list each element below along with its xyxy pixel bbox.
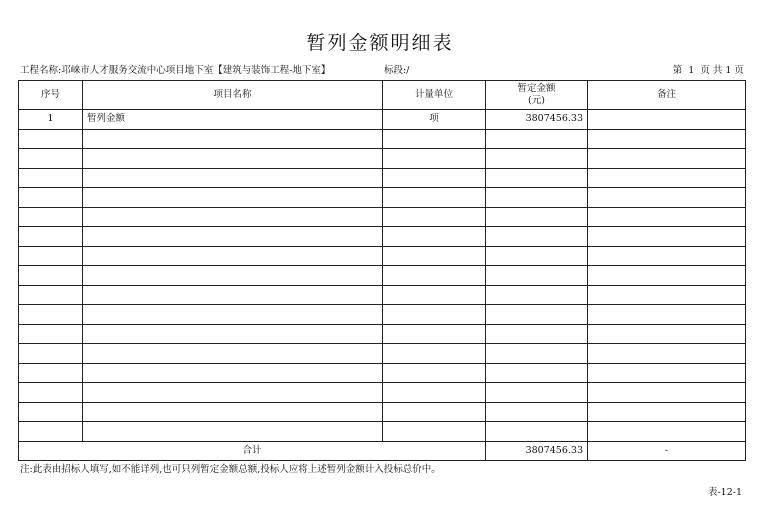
cell-amount <box>486 422 588 442</box>
cell-amount: 3807456.33 <box>486 110 588 130</box>
cell-seq <box>19 305 83 325</box>
cell-amount <box>486 266 588 286</box>
cell-remark <box>588 110 746 130</box>
table-row <box>19 363 746 383</box>
total-label: 合计 <box>19 441 486 461</box>
cell-remark <box>588 383 746 403</box>
cell-seq <box>19 168 83 188</box>
table-row <box>19 422 746 442</box>
cell-amount <box>486 188 588 208</box>
cell-unit <box>383 188 486 208</box>
header-info <box>20 64 744 78</box>
cell-remark <box>588 402 746 422</box>
page-suffix: 页 <box>734 65 744 76</box>
cell-unit <box>383 266 486 286</box>
cell-remark <box>588 168 746 188</box>
footnote: 注:此表由招标人填写,如不能详列,也可只列暂定金额总额,投标人应将上述暂列金额计入投标总价中。 <box>20 464 441 475</box>
cell-item-name <box>83 188 383 208</box>
cell-item-name <box>83 227 383 247</box>
cell-remark <box>588 188 746 208</box>
cell-seq <box>19 402 83 422</box>
project-label: 工程名称: <box>20 65 62 76</box>
form-code: 表-12-1 <box>707 487 742 498</box>
cell-seq <box>19 344 83 364</box>
cell-item-name <box>83 305 383 325</box>
page-number <box>673 64 744 78</box>
table-row <box>19 324 746 344</box>
table-row <box>19 129 746 149</box>
cell-item-name: 暂列金额 <box>83 110 383 130</box>
cell-amount <box>486 285 588 305</box>
cell-seq <box>19 207 83 227</box>
cell-remark <box>588 129 746 149</box>
cell-item-name <box>83 285 383 305</box>
table-row <box>19 207 746 227</box>
cell-seq <box>19 246 83 266</box>
cell-seq <box>19 285 83 305</box>
cell-amount <box>486 149 588 169</box>
header-remark: 备注 <box>588 81 746 110</box>
cell-item-name <box>83 168 383 188</box>
cell-seq <box>19 422 83 442</box>
table-row <box>19 266 746 286</box>
cell-seq <box>19 324 83 344</box>
total-remark: - <box>588 441 746 461</box>
cell-unit <box>383 227 486 247</box>
page-total: 1 <box>725 65 732 76</box>
header-amount-line1: 暂定金额 <box>517 83 556 94</box>
table-row <box>19 402 746 422</box>
cell-unit <box>383 285 486 305</box>
section-info <box>384 64 409 78</box>
project-name: 邛崃市人才服务交流中心项目地下室【建筑与装饰工程-地下室】 <box>61 65 331 76</box>
cell-amount <box>486 129 588 149</box>
cell-unit <box>383 344 486 364</box>
cell-unit <box>383 149 486 169</box>
table-header-row <box>19 81 746 110</box>
cell-amount <box>486 363 588 383</box>
cell-remark <box>588 324 746 344</box>
cell-seq <box>19 149 83 169</box>
page-prefix: 第 <box>672 65 683 76</box>
cell-remark <box>588 227 746 247</box>
cell-unit <box>383 402 486 422</box>
cell-amount <box>486 324 588 344</box>
cell-unit <box>383 207 486 227</box>
cell-amount <box>486 305 588 325</box>
cell-unit <box>383 422 486 442</box>
cell-amount <box>486 246 588 266</box>
cell-seq <box>19 266 83 286</box>
cell-item-name <box>83 402 383 422</box>
table-body <box>19 110 746 442</box>
cell-item-name <box>83 363 383 383</box>
cell-unit <box>383 305 486 325</box>
cell-seq: 1 <box>19 110 83 130</box>
table-row <box>19 168 746 188</box>
cell-remark <box>588 246 746 266</box>
cell-remark <box>588 285 746 305</box>
cell-seq <box>19 188 83 208</box>
cell-amount <box>486 402 588 422</box>
cell-item-name <box>83 246 383 266</box>
table-row <box>19 285 746 305</box>
project-info <box>20 64 330 78</box>
header-amount <box>486 81 588 110</box>
cell-unit: 项 <box>383 110 486 130</box>
cell-item-name <box>83 266 383 286</box>
cell-amount <box>486 227 588 247</box>
cell-seq <box>19 129 83 149</box>
cell-remark <box>588 422 746 442</box>
cell-unit <box>383 129 486 149</box>
cell-unit <box>383 363 486 383</box>
page-title: 暂列金额明细表 <box>306 32 454 54</box>
cell-unit <box>383 324 486 344</box>
cell-amount <box>486 344 588 364</box>
cell-item-name <box>83 207 383 227</box>
page-current: 1 <box>688 65 695 76</box>
cell-remark <box>588 266 746 286</box>
header-amount-line2: (元) <box>528 95 545 106</box>
total-row <box>19 441 746 461</box>
cell-unit <box>383 168 486 188</box>
page-mid: 页 共 <box>700 65 723 76</box>
cell-remark <box>588 149 746 169</box>
total-amount: 3807456.33 <box>486 441 588 461</box>
table-row <box>19 188 746 208</box>
cell-item-name <box>83 129 383 149</box>
table-row <box>19 110 746 130</box>
cell-unit <box>383 383 486 403</box>
header-seq: 序号 <box>19 81 83 110</box>
table-row <box>19 344 746 364</box>
section-label: 标段: <box>384 65 407 76</box>
table-row <box>19 305 746 325</box>
cell-item-name <box>83 324 383 344</box>
cell-remark <box>588 344 746 364</box>
cell-remark <box>588 305 746 325</box>
table-row <box>19 149 746 169</box>
cell-seq <box>19 227 83 247</box>
header-unit: 计量单位 <box>383 81 486 110</box>
cell-item-name <box>83 149 383 169</box>
section-value: / <box>406 65 410 76</box>
cell-item-name <box>83 422 383 442</box>
cell-remark <box>588 207 746 227</box>
provisional-sum-table <box>18 80 746 461</box>
cell-amount <box>486 207 588 227</box>
cell-amount <box>486 168 588 188</box>
cell-seq <box>19 363 83 383</box>
cell-remark <box>588 363 746 383</box>
cell-amount <box>486 383 588 403</box>
cell-item-name <box>83 344 383 364</box>
header-item-name: 项目名称 <box>83 81 383 110</box>
table-row <box>19 383 746 403</box>
table-row <box>19 246 746 266</box>
cell-item-name <box>83 383 383 403</box>
cell-unit <box>383 246 486 266</box>
cell-seq <box>19 383 83 403</box>
table-row <box>19 227 746 247</box>
